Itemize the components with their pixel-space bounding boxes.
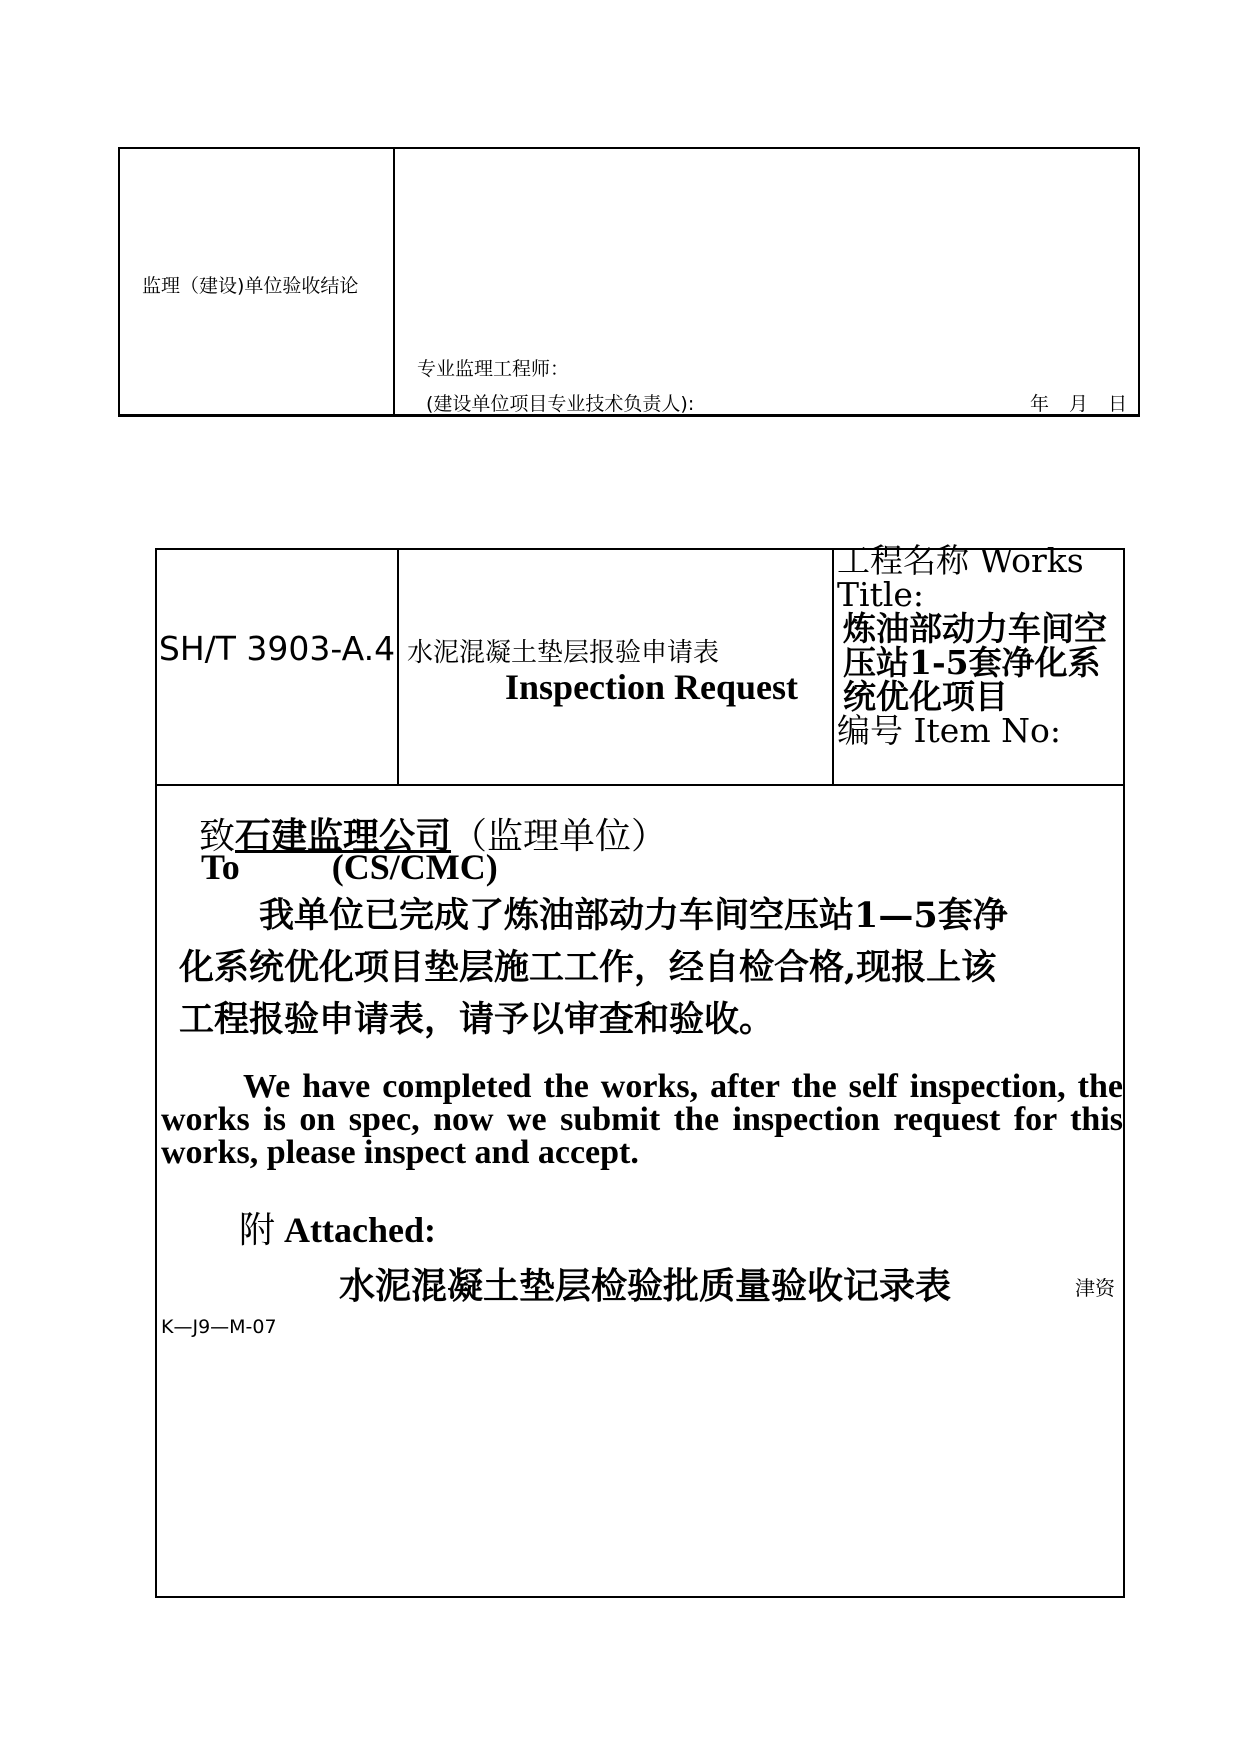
- form-code: SH/T 3903-A.4: [158, 629, 396, 668]
- to-suffix: （监理单位）: [451, 816, 668, 857]
- form-title-en: Inspection Request: [505, 667, 799, 707]
- statement-cn-line-3: 工程报验申请表，请予以审查和验收。: [179, 999, 775, 1040]
- attachment-code-a: 津资: [1075, 1276, 1115, 1300]
- to-prefix: 致: [199, 816, 236, 857]
- header-divider: [157, 784, 1123, 786]
- form-title-cn: 水泥混凝土垫层报验申请表: [407, 638, 720, 668]
- statement-cn-line-1: 我单位已完成了炼油部动力车间空压站1—5套净: [259, 895, 1008, 936]
- column-divider: [397, 550, 399, 784]
- attached-en: Attached:: [284, 1210, 436, 1250]
- works-title-value: 炼油部动力车间空压站1-5套净化系统优化项目: [843, 609, 1107, 716]
- to-company: 石建监理公司: [235, 815, 452, 857]
- attached-cn: 附: [239, 1210, 276, 1251]
- works-title-label: 工程名称 Works Title:: [837, 541, 1084, 614]
- attached-label: [239, 1202, 436, 1253]
- attachment-code-b: K—J9—M-07: [161, 1316, 277, 1338]
- date-label: 年 月 日: [1030, 393, 1128, 415]
- acceptance-label: 监理（建设)单位验收结论: [142, 275, 359, 297]
- addressee-en: [201, 846, 498, 888]
- inspection-request-form: [155, 541, 1125, 1598]
- acceptance-conclusion-table: [118, 147, 1140, 417]
- attachment-title: 水泥混凝土垫层检验批质量验收记录表: [339, 1265, 952, 1307]
- item-no-label: 编号 Item No:: [837, 711, 1061, 750]
- statement-en-text: We have completed the works, after the self inspection, the works is on spec, now we submit the inspection request for this works, please inspect and accept.: [161, 1068, 1123, 1171]
- statement-cn-line-2: 化系统优化项目垫层施工工作，经自检合格,现报上该: [179, 947, 997, 988]
- to-en-suffix: (CS/CMC): [331, 847, 498, 887]
- statement-en: [161, 1070, 1123, 1169]
- owner-rep-label: (建设单位项目专业技术负责人):: [426, 393, 695, 415]
- statement-cn: [179, 890, 1109, 1046]
- works-title-cell: [837, 541, 1127, 750]
- engineer-label: 专业监理工程师：: [417, 358, 570, 380]
- column-divider: [393, 149, 395, 414]
- to-en: To: [201, 847, 240, 887]
- column-divider: [832, 550, 834, 784]
